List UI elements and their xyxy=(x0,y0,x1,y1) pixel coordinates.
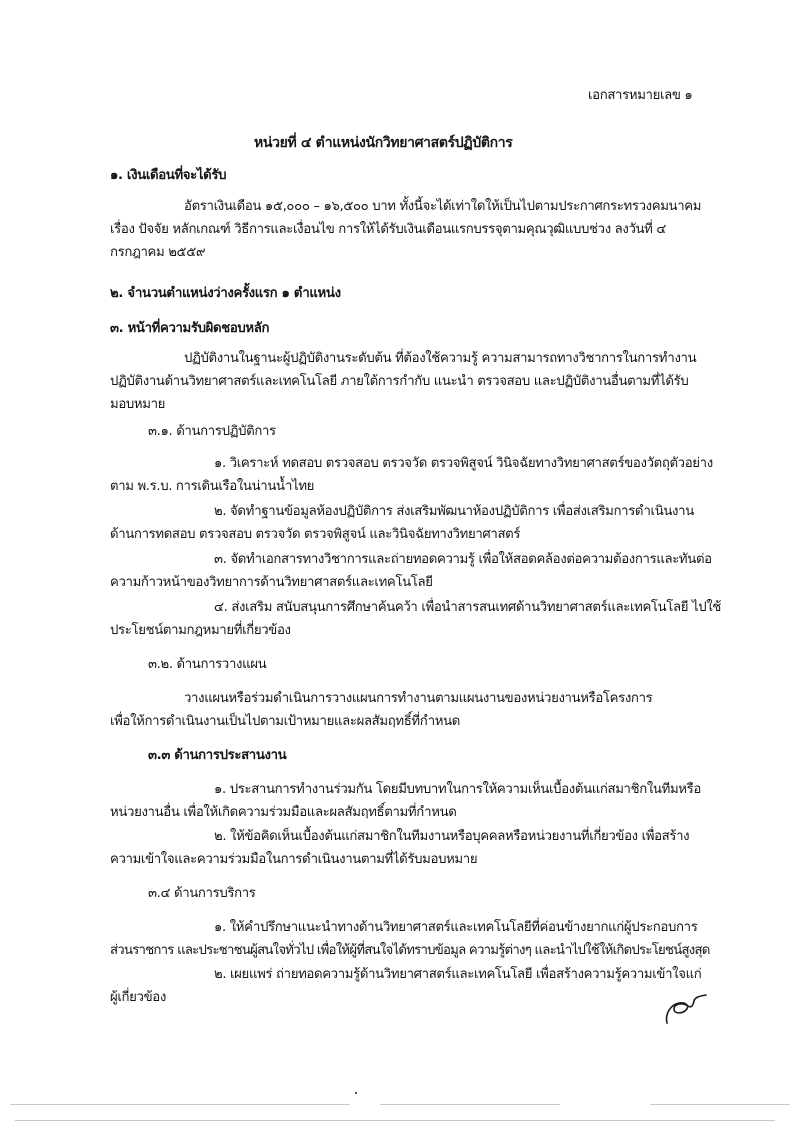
section-2-heading: ๒. จำนวนตำแหน่งว่างครั้งแรก ๑ ตำแหน่ง xyxy=(110,286,341,301)
subsection-3-2-heading: ๓.๒. ด้านการวางแผน xyxy=(148,657,267,672)
subsection-3-1-line: ด้านการทดสอบ ตรวจสอบ ตรวจวัด ตรวจพิสูจน์ และวินิจฉัยทางวิทยาศาสตร์ xyxy=(110,527,521,542)
subsection-3-3-line: ๑. ประสานการทำงานร่วมกัน โดยมีบทบาทในการให้ความเห็นเบื้องต้นแก่สมาชิกในทีมหรือ xyxy=(214,782,701,797)
section-1-line: กรกฎาคม ๒๕๕๙ xyxy=(110,245,206,260)
subsection-3-1-line: ๒. จัดทำฐานข้อมูลห้องปฏิบัติการ ส่งเสริมพัฒนาห้องปฏิบัติการ เพื่อส่งเสริมการดำเนินงาน xyxy=(214,504,694,519)
signature-icon xyxy=(660,990,710,1025)
subsection-3-3-line: ความเข้าใจและความร่วมมือในการดำเนินงานตามที่ได้รับมอบหมาย xyxy=(110,852,478,867)
subsection-3-1-line: ๓. จัดทำเอกสารทางวิชาการและถ่ายทอดความรู้ เพื่อให้สอดคล้องต่อความต้องการและทันต่อ xyxy=(214,552,712,567)
subsection-3-4-line: ๑. ให้คำปรึกษาแนะนำทางด้านวิทยาศาสตร์และเทคโนโลยีที่ค่อนข้างยากแก่ผู้ประกอบการ xyxy=(214,920,698,935)
subsection-3-1-line: ๑. วิเคราะห์ ทดสอบ ตรวจสอบ ตรวจวัด ตรวจพิสูจน์ วินิจฉัยทางวิทยาศาสตร์ของวัตถุตัวอย่าง xyxy=(214,456,713,471)
subsection-3-3-line: ๒. ให้ข้อคิดเห็นเบื้องต้นแก่สมาชิกในทีมงานหรือบุคคลหรือหน่วยงานที่เกี่ยวข้อง เพื่อสร้าง xyxy=(214,829,690,844)
subsection-3-2-line: วางแผนหรือร่วมดำเนินการวางแผนการทำงานตามแผนงานของหน่วยงานหรือโครงการ xyxy=(184,691,653,706)
subsection-3-4-line: ผู้เกี่ยวข้อง xyxy=(110,990,166,1005)
scan-noise xyxy=(0,1090,800,1131)
subsection-3-1-line: ประโยชน์ตามกฎหมายที่เกี่ยวข้อง xyxy=(110,623,291,638)
document-number: เอกสารหมายเลข ๑ xyxy=(588,88,693,103)
subsection-3-3-line: หน่วยงานอื่น เพื่อให้เกิดความร่วมมือและผลสัมฤทธิ์ตามที่กำหนด xyxy=(110,805,457,820)
subsection-3-4-line: ส่วนราชการ และประชาชนผู้สนใจทั่วไป เพื่อให้ผู้ที่สนใจได้ทราบข้อมูล ความรู้ต่างๆ และนำไปใช้ให้เกิดประโยชน์สูงสุด xyxy=(110,943,710,958)
section-1-line: อัตราเงินเดือน ๑๕,๐๐๐ – ๑๖,๕๐๐ บาท ทั้งนี้จะได้เท่าใดให้เป็นไปตามประกาศกระทรวงคมนาคม xyxy=(184,199,702,214)
subsection-3-3-heading: ๓.๓ ด้านการประสานงาน xyxy=(148,748,287,763)
subsection-3-1-line: ๔. ส่งเสริม สนับสนุนการศึกษาค้นคว้า เพื่อนำสารสนเทศด้านวิทยาศาสตร์และเทคโนโลยี ไปใช้ xyxy=(214,600,721,615)
subsection-3-1-heading: ๓.๑. ด้านการปฏิบัติการ xyxy=(148,424,276,439)
section-3-intro-line: ปฏิบัติงานในฐานะผู้ปฏิบัติงานระดับต้น ที่ต้องใช้ความรู้ ความสามารถทางวิชาการในการทำงาน xyxy=(184,351,697,366)
subsection-3-2-line: เพื่อให้การดำเนินงานเป็นไปตามเป้าหมายและผลสัมฤทธิ์ที่กำหนด xyxy=(110,714,460,729)
section-1-heading: ๑. เงินเดือนที่จะได้รับ xyxy=(110,168,227,183)
section-3-heading: ๓. หน้าที่ความรับผิดชอบหลัก xyxy=(110,321,270,336)
section-1-line: เรื่อง ปัจจัย หลักเกณฑ์ วิธีการและเงื่อนไข การให้ได้รับเงินเดือนแรกบรรจุตามคุณวุฒิแบบช่วง ลงวันที่ ๔ xyxy=(110,222,666,237)
subsection-3-1-line: ตาม พ.ร.บ. การเดินเรือในน่านน้ำไทย xyxy=(110,479,315,494)
page-title: หน่วยที่ ๔ ตำแหน่งนักวิทยาศาสตร์ปฏิบัติการ xyxy=(254,135,513,151)
section-3-intro-line: มอบหมาย xyxy=(110,397,166,412)
section-3-intro-line: ปฏิบัติงานด้านวิทยาศาสตร์และเทคโนโลยี ภายใต้การกำกับ แนะนำ ตรวจสอบ และปฏิบัติงานอื่นตามที่ได้รับ xyxy=(110,374,689,389)
subsection-3-1-line: ความก้าวหน้าของวิทยาการด้านวิทยาศาสตร์และเทคโนโลยี xyxy=(110,575,433,590)
subsection-3-4-heading: ๓.๔ ด้านการบริการ xyxy=(148,886,256,901)
subsection-3-4-line: ๒. เผยแพร่ ถ่ายทอดความรู้ด้านวิทยาศาสตร์และเทคโนโลยี เพื่อสร้างความรู้ความเข้าใจแก่ xyxy=(214,967,702,982)
